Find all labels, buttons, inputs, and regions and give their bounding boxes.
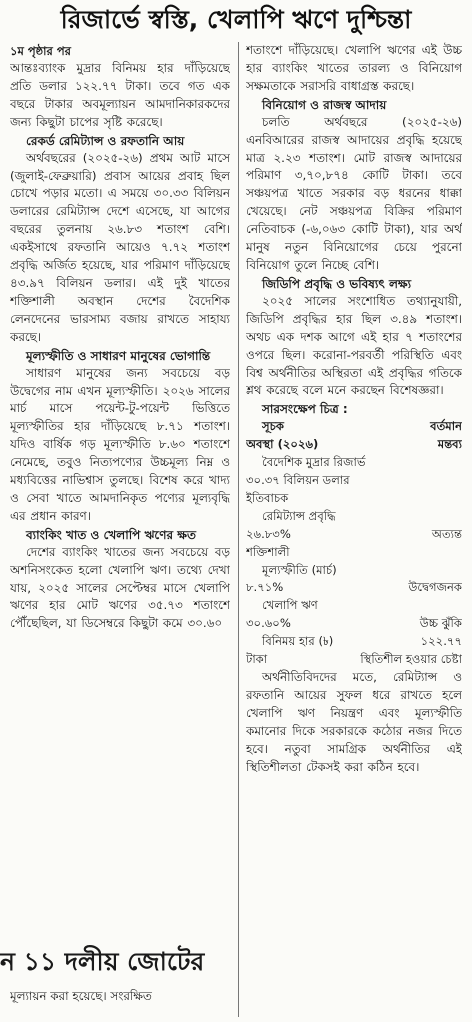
- table-cell: মূল্যস্ফীতি (মার্চ): [262, 562, 337, 577]
- paragraph: ২০২৫ সালের সংশোধিত তথ্যানুযায়ী, জিডিপি প্রবৃদ্ধির হার ছিল ৩.৪৯ শতাংশ। অথচ এক দশক আগে এই হার ৭ শতাংশের ওপরে ছিল। করোনা-পরবর্তী পরিস্থিতি এবং বিশ্ব অর্থনীতির অস্থিরতা এই প্রবৃদ্ধির গতিকে শ্লথ করেছে বলে মনে করছেন বিশেষজ্ঞরা।: [246, 293, 462, 398]
- paragraph: শতাংশে দাঁড়িয়েছে। খেলাপি ঋণের এই উচ্চ হার ব্যাংকিং খাতের তারল্য ও বিনিয়োগ সক্ষমতাকে সরাসরি বাধাগ্রস্ত করছে।: [246, 43, 462, 93]
- summary-table: [246, 418, 462, 669]
- subheading: মূল্যস্ফীতি ও সাধারণ মানুষের ভোগান্তি: [26, 348, 211, 363]
- table-cell: বৈদেশিক মুদ্রার রিজার্ভ: [262, 455, 366, 470]
- table-row: [246, 544, 462, 562]
- table-cell: উদ্বেগজনক: [408, 580, 462, 595]
- table-cell: অত্যন্ত: [431, 526, 462, 541]
- subheading: [246, 400, 462, 418]
- bottom-headline: ন ১১ দলীয় জোটের: [0, 947, 205, 976]
- table-row: [246, 633, 462, 651]
- table-row: [246, 454, 462, 472]
- table-row: [246, 472, 462, 490]
- paragraph: দেশের ব্যাংকিং খাতের জন্য সবচেয়ে বড় অশনিসংকেত হলো খেলাপি ঋণ। তথ্যে দেখা যায়, ২০২৫ সালের সেপ্টেম্বর মাসে খেলাপি ঋণের হার মোট ঋণের ৩৫.৭৩ শতাংশে পৌঁছেছিল, যা ডিসেম্বরে কিছুটা কমে ৩০.৬০: [10, 544, 230, 631]
- subheading: রেকর্ড রেমিট্যান্স ও রফতানি আয়: [26, 133, 185, 148]
- table-row: [246, 418, 462, 436]
- paragraph: অর্থবছরের (২০২৫-২৬) প্রথম আট মাসে (জুলাই-ফেব্রুয়ারি) প্রবাস আয়ের প্রবাহ ছিল চোখে পড়ার মতো। এ সময়ে ৩০.৩৩ বিলিয়ন ডলারের রেমিট্যান্স দেশে এসেছে, যা আগের বছরের তুলনায় ২৬.৮৩ শতাংশ বেশি। একইসাথে রফতানি আয়েও ৭.৭২ শতাংশ প্রবৃদ্ধি অর্জিত হয়েছে, যার পরিমাণ দাঁড়িয়েছে ৪৩.৯৭ বিলিয়ন ডলার। এই দুই খাতের শক্তিশালী অবস্থান দেশের বৈদেশিক লেনদেনের ভারসাম্য বজায় রাখতে সাহায্য করছে।: [10, 150, 230, 344]
- bottom-text: মূল্যায়ন করা হয়েছে। সংরক্ষিত: [10, 989, 152, 1003]
- paragraph: চলতি অর্থবছরে (২০২৫-২৬) এনবিআরের রাজস্ব আদায়ের প্রবৃদ্ধি হয়েছে মাত্র ২.২৩ শতাংশ। মোট রাজস্ব আদায়ের পরিমাণ ৩,৭০,৮৭৪ কোটি টাকা। তবে সঞ্চয়পত্র খাতে সরকার বড় ধরনের ধাক্কা খেয়েছে। নেট সঞ্চয়পত্র বিক্রির পরিমাণ নেতিবাচক (-৬,০৬৩ কোটি টাকা), যার অর্থ মানুষ নতুন বিনিয়োগের চেয়ে পুরনো বিনিয়োগ তুলে নিচ্ছে বেশি।: [246, 114, 462, 272]
- table-row: [246, 579, 462, 597]
- table-cell: বর্তমান: [430, 419, 462, 434]
- table-cell: মন্তব্য: [437, 437, 462, 452]
- paragraph: আন্তঃব্যাংক মুদ্রার বিনিময় হার দাঁড়িয়েছে প্রতি ডলার ১২২.৭৭ টাকা। তবে গত এক বছরে টাকার অবমূল্যায়ন আমদানিকারকদের জন্য কিছুটা চাপের সৃষ্টি করেছে।: [10, 61, 230, 129]
- subheading-box: সারসংক্ষেপ চিত্র :: [262, 402, 348, 417]
- table-cell: রেমিট্যান্স প্রবৃদ্ধি: [262, 508, 336, 523]
- table-cell: ৩০.৩৭ বিলিয়ন ডলার: [246, 473, 350, 488]
- table-row: [246, 615, 462, 633]
- subheading: ব্যাংকিং খাত ও খেলাপি ঋণের ক্ষত: [26, 527, 196, 542]
- table-cell: সূচক: [262, 419, 285, 434]
- paragraph: সাধারণ মানুষের জন্য সবচেয়ে বড় উদ্বেগের নাম এখন মূল্যস্ফীতি। ২০২৬ সালের মার্চ মাসে পয়েন্ট-টু-পয়েন্ট ভিত্তিতে মূল্যস্ফীতির হার দাঁড়িয়েছে ৮.৭১ শতাংশ। যদিও বার্ষিক গড় মূল্যস্ফীতি ৮.৬০ শতাংশে নেমেছে, তবুও নিত্যপণ্যের উচ্চমূল্য নিম্ন ও মধ্যবিত্তের নাভিশ্বাস তুলছে। বিশেষ করে খাদ্য ও সেবা খাতে আমদানিকৃত পণ্যের মূল্যবৃদ্ধি এর প্রধান কারণ।: [10, 365, 230, 523]
- table-cell: উচ্চ ঝুঁকি: [419, 616, 462, 631]
- table-row: [246, 651, 462, 669]
- table-cell: অবস্থা (২০২৬): [246, 437, 319, 452]
- table-cell: ইতিবাচক: [246, 490, 289, 505]
- table-row: [246, 508, 462, 526]
- table-cell: ৮.৭১%: [246, 580, 284, 595]
- table-cell: শক্তিশালী: [246, 544, 290, 559]
- headline: রিজার্ভে স্বস্তি, খেলাপি ঋণে দুশ্চিন্তা: [60, 5, 412, 34]
- left-column: [10, 42, 230, 940]
- subheading: [246, 96, 462, 114]
- right-column: [246, 42, 462, 1020]
- table-cell: ৩০.৬০%: [246, 616, 291, 631]
- subheading-box: বিনিয়োগ ও রাজস্ব আদায়: [262, 97, 387, 112]
- table-cell: স্থিতিশীল হওয়ার চেষ্টা: [360, 652, 462, 667]
- continued-label: ১ম পৃষ্ঠার পর: [10, 44, 71, 58]
- paragraph: অর্থনীতিবিদদের মতে, রেমিট্যান্স ও রফতানি আয়ের সুফল ধরে রাখতে হলে খেলাপি ঋণ নিয়ন্ত্রণ এবং মূল্যস্ফীতি কমানোর দিকে সরকারকে কঠোর নজর দিতে হবে। নতুবা সামগ্রিক অর্থনীতির এই স্থিতিশীলতা টেকসই করা কঠিন হবে।: [246, 670, 462, 774]
- subheading-box: জিডিপি প্রবৃদ্ধি ও ভবিষ্যৎ লক্ষ্য: [262, 276, 412, 291]
- column-rule: [238, 42, 239, 1017]
- table-cell: টাকা: [246, 652, 268, 667]
- table-cell: ১২২.৭৭: [420, 634, 462, 649]
- table-row: [246, 562, 462, 580]
- table-row: [246, 490, 462, 508]
- table-cell: বিনিময় হার (৳): [262, 634, 334, 649]
- table-row: [246, 597, 462, 615]
- table-row: [246, 526, 462, 544]
- table-cell: ২৬.৮৩%: [246, 526, 291, 541]
- table-row: [246, 436, 462, 454]
- subheading: [246, 275, 462, 293]
- table-cell: খেলাপি ঋণ: [262, 598, 318, 613]
